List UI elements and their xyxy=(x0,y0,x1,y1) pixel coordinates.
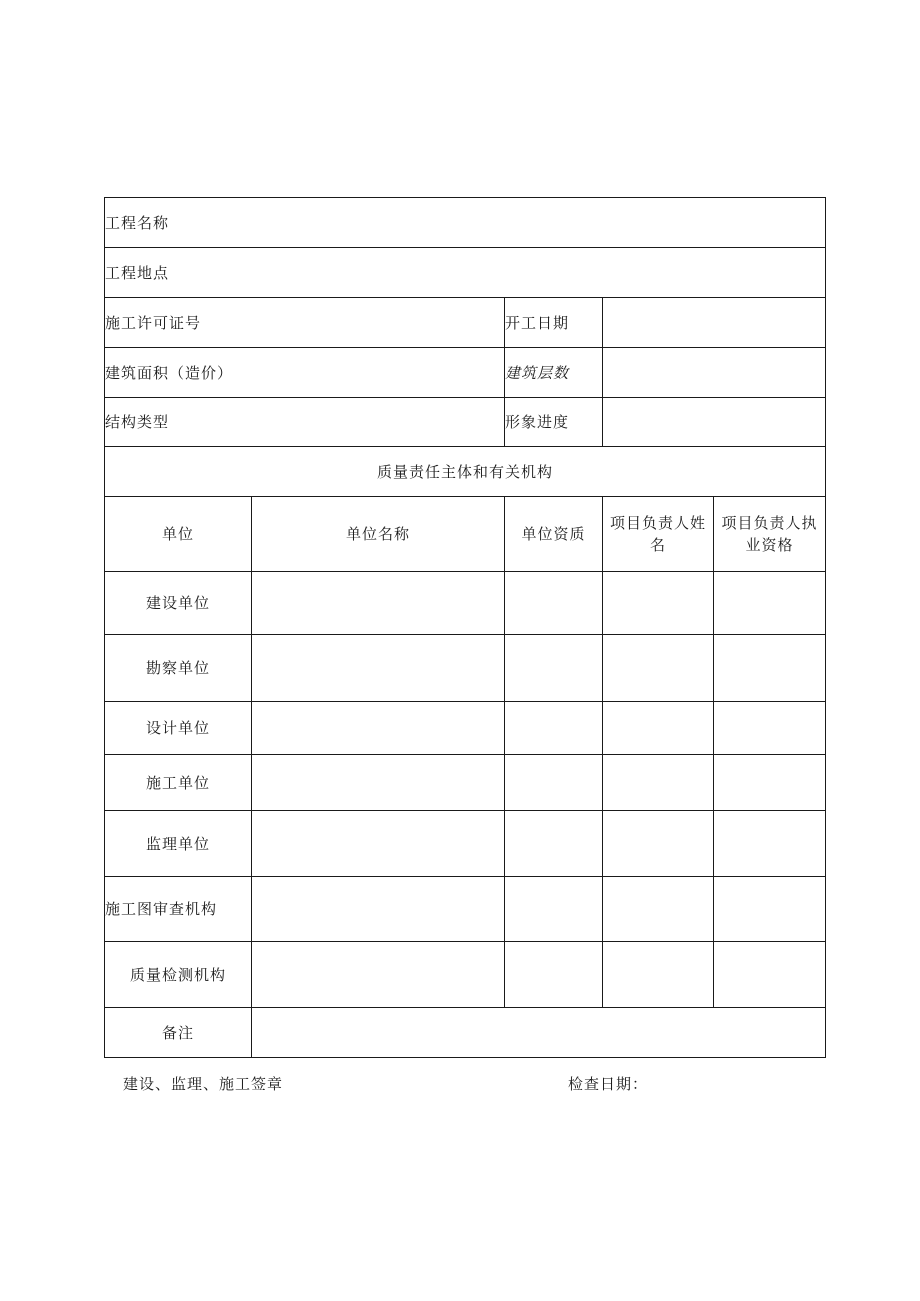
table-row xyxy=(105,877,826,942)
unit-qualification-cell[interactable] xyxy=(505,572,603,635)
unit-label: 监理单位 xyxy=(105,811,252,877)
unit-name-cell[interactable] xyxy=(252,572,505,635)
floors-label: 建筑层数 xyxy=(505,348,603,398)
unit-label: 施工单位 xyxy=(105,755,252,811)
unit-qualification-cell[interactable] xyxy=(505,755,603,811)
check-date-label: 检查日期： xyxy=(568,1075,649,1093)
quality-inspection-form xyxy=(104,197,826,1058)
unit-name-cell[interactable] xyxy=(252,755,505,811)
unit-label: 建设单位 xyxy=(105,572,252,635)
start-date-value[interactable] xyxy=(603,298,826,348)
project-name-label: 工程名称 xyxy=(105,198,826,248)
table-row xyxy=(105,635,826,702)
table-row xyxy=(105,942,826,1008)
pm-name-cell[interactable] xyxy=(603,877,714,942)
header-unit-name: 单位名称 xyxy=(252,497,505,572)
header-pm-qualification: 项目负责人执业资格 xyxy=(714,497,826,572)
table-row xyxy=(105,811,826,877)
pm-name-cell[interactable] xyxy=(603,755,714,811)
unit-name-cell[interactable] xyxy=(252,702,505,755)
unit-qualification-cell[interactable] xyxy=(505,811,603,877)
pm-qualification-cell[interactable] xyxy=(714,755,826,811)
header-unit: 单位 xyxy=(105,497,252,572)
area-cost-label: 建筑面积（造价） xyxy=(105,348,505,398)
remarks-value[interactable] xyxy=(252,1008,826,1058)
pm-qualification-cell[interactable] xyxy=(714,942,826,1008)
unit-label: 勘察单位 xyxy=(105,635,252,702)
progress-label: 形象进度 xyxy=(505,398,603,447)
pm-qualification-cell[interactable] xyxy=(714,702,826,755)
unit-qualification-cell[interactable] xyxy=(505,877,603,942)
pm-name-cell[interactable] xyxy=(603,572,714,635)
floors-value[interactable] xyxy=(603,348,826,398)
pm-name-cell[interactable] xyxy=(603,702,714,755)
pm-name-cell[interactable] xyxy=(603,811,714,877)
project-location-label: 工程地点 xyxy=(105,248,826,298)
pm-qualification-cell[interactable] xyxy=(714,877,826,942)
header-pm-name: 项目负责人姓名 xyxy=(603,497,714,572)
progress-value[interactable] xyxy=(603,398,826,447)
header-unit-qualification: 单位资质 xyxy=(505,497,603,572)
table-row xyxy=(105,755,826,811)
permit-no-label: 施工许可证号 xyxy=(105,298,505,348)
unit-label: 设计单位 xyxy=(105,702,252,755)
unit-qualification-cell[interactable] xyxy=(505,702,603,755)
start-date-label: 开工日期 xyxy=(505,298,603,348)
structure-type-label: 结构类型 xyxy=(105,398,505,447)
pm-name-cell[interactable] xyxy=(603,942,714,1008)
pm-qualification-cell[interactable] xyxy=(714,635,826,702)
table-row xyxy=(105,702,826,755)
remarks-label: 备注 xyxy=(105,1008,252,1058)
table-row xyxy=(105,572,826,635)
unit-qualification-cell[interactable] xyxy=(505,942,603,1008)
pm-qualification-cell[interactable] xyxy=(714,811,826,877)
unit-name-cell[interactable] xyxy=(252,635,505,702)
unit-name-cell[interactable] xyxy=(252,877,505,942)
signature-label: 建设、监理、施工签章 xyxy=(123,1075,284,1093)
unit-qualification-cell[interactable] xyxy=(505,635,603,702)
pm-qualification-cell[interactable] xyxy=(714,572,826,635)
unit-label: 质量检测机构 xyxy=(105,942,252,1008)
unit-name-cell[interactable] xyxy=(252,942,505,1008)
unit-name-cell[interactable] xyxy=(252,811,505,877)
unit-label: 施工图审查机构 xyxy=(105,877,252,942)
pm-name-cell[interactable] xyxy=(603,635,714,702)
section-title: 质量责任主体和有关机构 xyxy=(105,447,826,497)
